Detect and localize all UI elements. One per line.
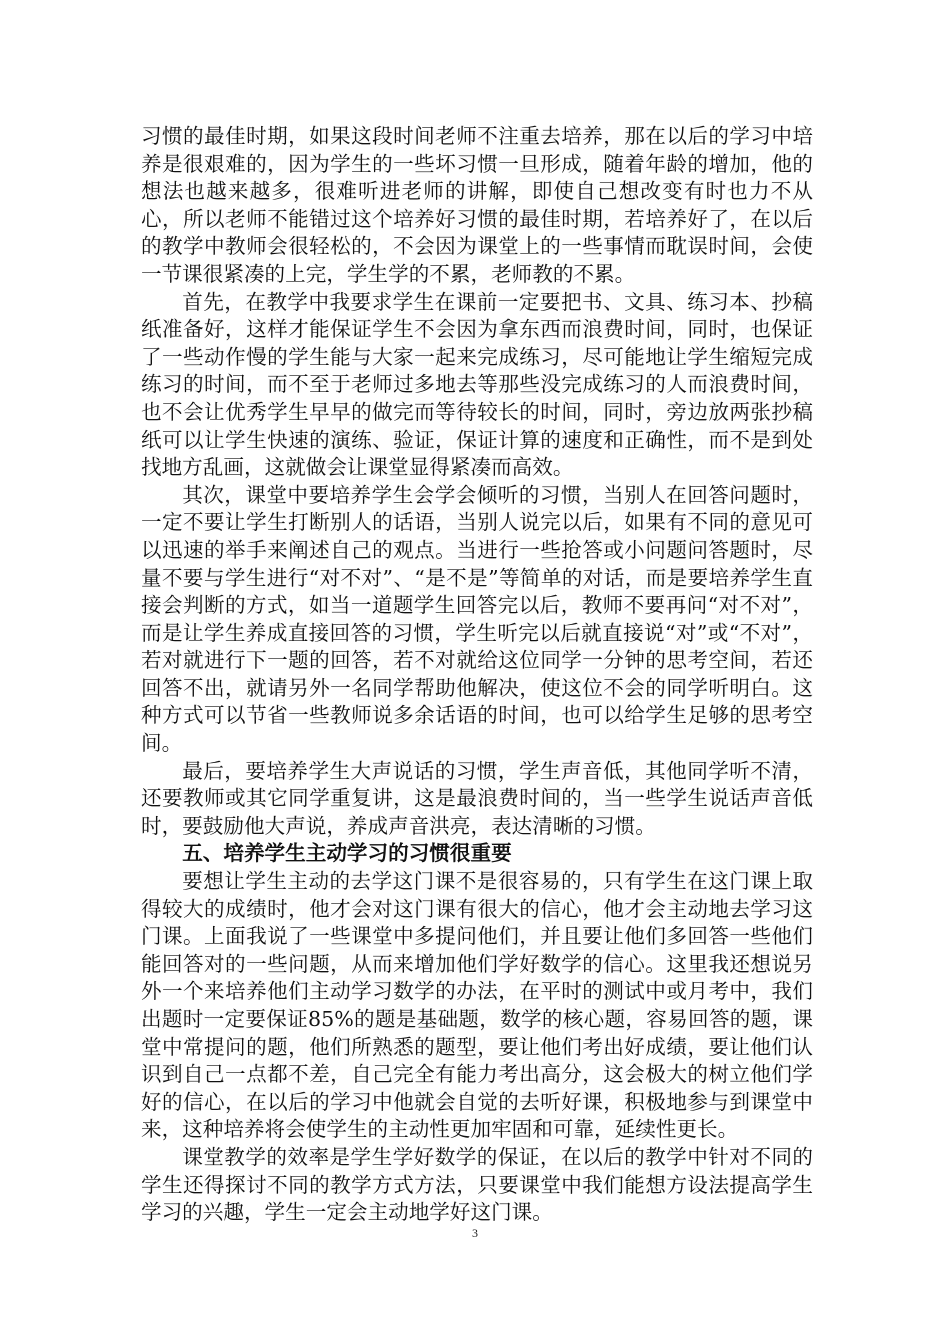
paragraph-conclusion: 课堂教学的效率是学生学好数学的保证，在以后的教学中针对不同的学生还得探讨不同的教学方式方法，只要课堂中我们能想方设法提高学生学习的兴趣，学生一定会主动地学好这门课。 xyxy=(141,1144,813,1225)
paragraph-last: 最后，要培养学生大声说话的习惯，学生声音低，其他同学听不清，还要教师或其它同学重复讲，这是最浪费时间的，当一些学生说话声音低时，要鼓励他大声说，养成声音洪亮，表达清晰的习惯。 xyxy=(141,758,813,838)
page-number: 3 xyxy=(472,1226,478,1240)
document-body xyxy=(141,123,813,1227)
paragraph-first: 首先，在教学中我要求学生在课前一定要把书、文具、练习本、抄稿纸准备好，这样才能保证学生不会因为拿东西而浪费时间，同时，也保证了一些动作慢的学生能与大家一起来完成练习，尽可能地让学生缩短完成练习的时间，而不至于老师过多地去等那些没完成练习的人而浪费时间，也不会让优秀学生早早的做完而等待较长的时间，同时，旁边放两张抄稿纸可以让学生快速的演练、验证，保证计算的速度和正确性，而不是到处找地方乱画，这就做会让课堂显得紧凑而高效。 xyxy=(141,289,813,480)
paragraph-second: 其次，课堂中要培养学生会学会倾听的习惯，当别人在回答问题时，一定不要让学生打断别人的话语，当别人说完以后，如果有不同的意见可以迅速的举手来阐述自己的观点。当进行一些抢答或小问题问答题时，尽量不要与学生进行“对不对”、“是不是”等简单的对话，而是要培养学生直接会判断的方式，如当一道题学生回答完以后，教师不要再问“对不对”，而是让学生养成直接回答的习惯，学生听完以后就直接说“对”或“不对”，若对就进行下一题的回答，若不对就给这位同学一分钟的思考空间，若还回答不出，就请另外一名同学帮助他解决，使这位不会的同学听明白。这种方式可以节省一些教师说多余话语的时间，也可以给学生足够的思考空间。 xyxy=(141,482,813,756)
section-heading: 五、培养学生主动学习的习惯很重要 xyxy=(182,841,512,866)
paragraph-continuation: 习惯的最佳时期，如果这段时间老师不注重去培养，那在以后的学习中培养是很艰难的，因为学生的一些坏习惯一旦形成，随着年龄的增加，他的想法也越来越多，很难听进老师的讲解，即使自己想改变有时也力不从心，所以老师不能错过这个培养好习惯的最佳时期，若培养好了，在以后的教学中教师会很轻松的，不会因为课堂上的一些事情而耽误时间，会使一节课很紧凑的上完，学生学的不累，老师教的不累。 xyxy=(141,124,813,286)
paragraph-initiative: 要想让学生主动的去学这门课不是很容易的，只有学生在这门课上取得较大的成绩时，他才会对这门课有很大的信心，他才会主动地去学习这门课。上面我说了一些课堂中多提问他们，并且要让他们多回答一些他们能回答对的一些问题，从而来增加他们学好数学的信心。这里我还想说另外一个来培养他们主动学习数学的办法，在平时的测试中或月考中，我们出题时一定要保证85%的题是基础题，数学的核心题，容易回答的题，课堂中常提问的题，他们所熟悉的题型，要让他们考出好成绩，要让他们认识到自己一点都不差，自己完全有能力考出高分，这会极大的树立他们学好的信心，在以后的学习中他就会自觉的去听好课，积极地参与到课堂中来，这种培养将会使学生的主动性更加牢固和可靠，延续性更长。 xyxy=(141,869,813,1142)
